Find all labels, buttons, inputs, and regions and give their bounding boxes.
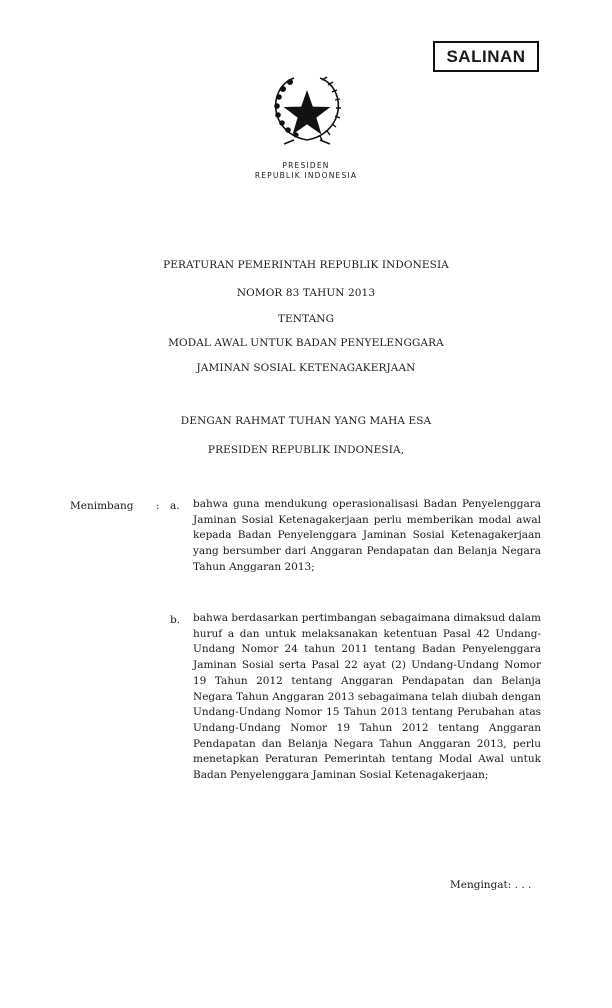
list-item-text: bahwa guna mendukung operasionalisasi Badan Penyelenggara Jaminan Sosial Ketenagakerjaan perlu memberikan modal awal kepada Badan Penyelenggara Jaminan Sosial Ketenagakerjaan yang bersumber dari Anggaran Pendapatan dan Belanja Negara Tahun Anggaran 2013; bbox=[193, 498, 541, 573]
considering-label: Menimbang bbox=[70, 500, 134, 512]
list-item-marker: b. bbox=[170, 614, 181, 626]
list-item-text: bahwa berdasarkan pertimbangan sebagaimana dimaksud dalam huruf a dan untuk melaksanakan ketentuan Pasal 42 Undang-Undang Nomor 24 tahun 2011 tentang Badan Penyelenggara Jaminan Sosial serta Pasal 22 ayat (2) Undang-Undang Nomor 19 Tahun 2012 tentang Anggaran Pendapatan dan Belanja Negara Tahun Anggaran 2013 sebagaimana telah diubah dengan Undang-Undang Nomor 15 Tahun 2013 tentang Perubahan atas Undang-Undang Nomor 19 Tahun 2012 tentang Anggaran Pendapatan dan Belanja Negara Tahun Anggaran 2013, perlu menetapkan Peraturan Pemerintah tentang Modal Awal untuk Badan Penyelenggara Jaminan Sosial Ketenagakerjaan; bbox=[193, 612, 541, 782]
president-label: PRESIDEN bbox=[282, 161, 330, 170]
salinan-stamp: SALINAN bbox=[433, 41, 539, 72]
regulation-subject-line1: MODAL AWAL UNTUK BADAN PENYELENGGARA bbox=[168, 337, 444, 349]
regulation-about: TENTANG bbox=[277, 313, 335, 325]
invocation: DENGAN RAHMAT TUHAN YANG MAHA ESA bbox=[180, 415, 432, 427]
republic-label: REPUBLIK INDONESIA bbox=[254, 171, 358, 180]
considering-colon: : bbox=[156, 500, 160, 512]
next-page-indicator: Mengingat: . . . bbox=[450, 879, 532, 891]
regulation-number: NOMOR 83 TAHUN 2013 bbox=[236, 287, 376, 299]
regulation-title: PERATURAN PEMERINTAH REPUBLIK INDONESIA bbox=[163, 259, 449, 271]
list-item-marker: a. bbox=[170, 500, 180, 512]
garuda-star-emblem-icon bbox=[264, 70, 350, 146]
president-heading: PRESIDEN REPUBLIK INDONESIA, bbox=[207, 444, 405, 456]
regulation-subject-line2: JAMINAN SOSIAL KETENAGAKERJAAN bbox=[196, 362, 416, 374]
